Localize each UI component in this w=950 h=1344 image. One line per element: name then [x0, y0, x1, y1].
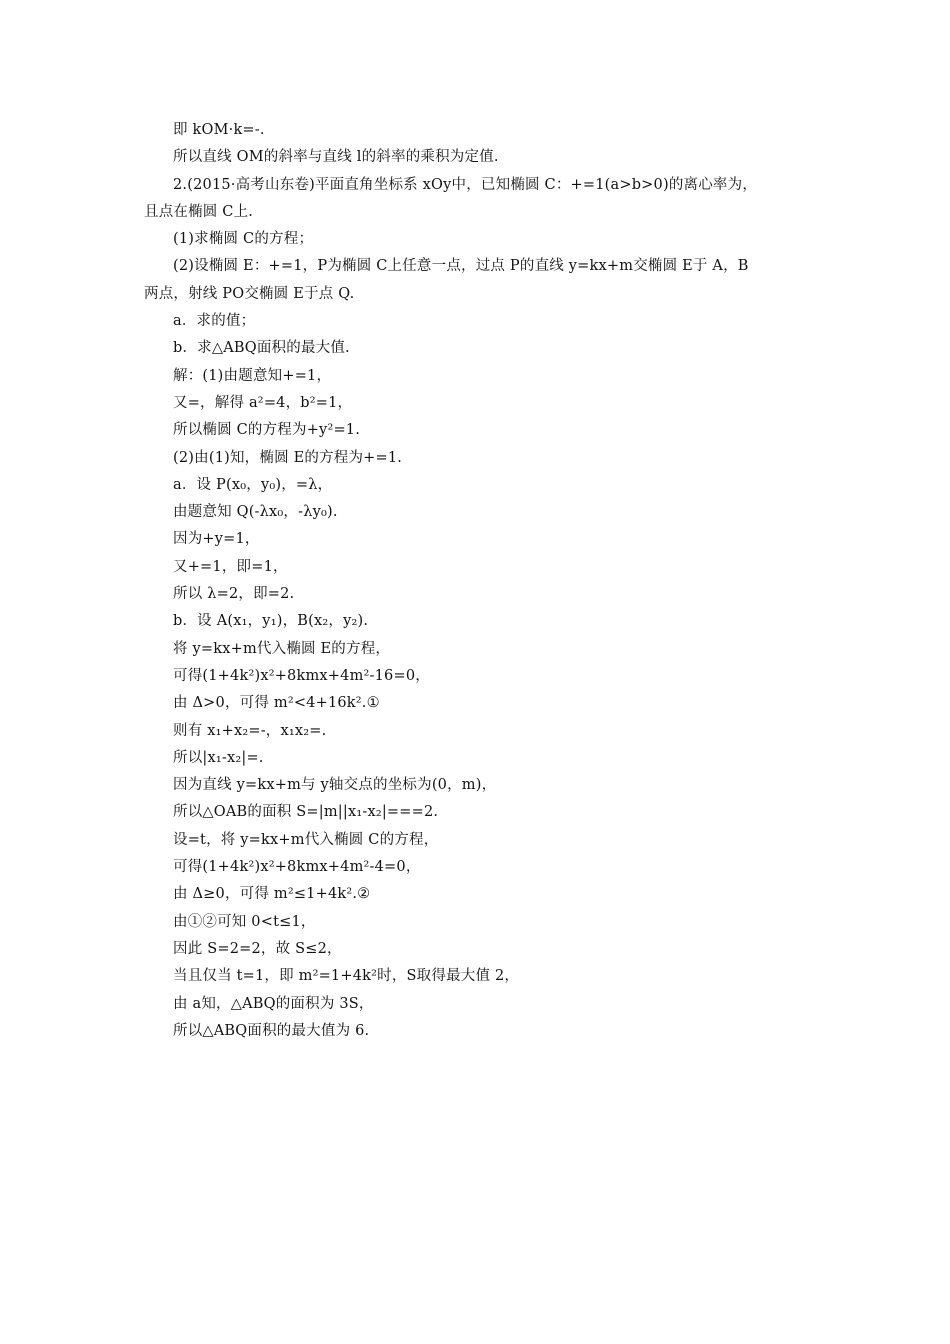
text-line: 所以 λ=2，即=2.: [173, 586, 295, 603]
text-line: 由①②可知 0<t≤1，: [173, 913, 316, 930]
text-line: 所以直线 OM的斜率与直线 l的斜率的乘积为定值.: [173, 149, 499, 166]
text-line: 所以△ABQ面积的最大值为 6.: [173, 1022, 370, 1039]
text-line: a．求的值；: [173, 313, 256, 330]
text-line: (2)设椭圆 E：+=1，P为椭圆 C上任意一点，过点 P的直线 y=kx+m交椭圆 E于 A，B: [173, 258, 749, 275]
text-line: 可得(1+4k²)x²+8kmx+4m²-16=0，: [173, 667, 430, 684]
text-line: 则有 x₁+x₂=-，x₁x₂=.: [173, 722, 327, 739]
text-line: 所以|x₁-x₂|=.: [173, 749, 264, 766]
text-line: (2)由(1)知，椭圆 E的方程为+=1.: [173, 449, 403, 466]
text-line: 2.(2015·高考山东卷)平面直角坐标系 xOy中，已知椭圆 C：+=1(a>b>0)的离心率为，: [173, 176, 758, 193]
text-line: 即 kOM·k=-.: [173, 122, 265, 138]
text-line: 由 Δ≥0，可得 m²≤1+4k².②: [173, 886, 371, 903]
text-line: 将 y=kx+m代入椭圆 E的方程，: [173, 640, 391, 657]
text-line: a．设 P(x₀，y₀)，=λ，: [173, 476, 333, 493]
document-body: [144, 117, 824, 1045]
text-line: 设=t，将 y=kx+m代入椭圆 C的方程，: [173, 831, 439, 848]
text-line: 又=，解得 a²=4，b²=1，: [173, 394, 353, 411]
text-line: b．求△ABQ面积的最大值.: [173, 340, 350, 357]
text-line: 两点，射线 PO交椭圆 E于点 Q.: [144, 285, 355, 302]
text-line: 由 a知，△ABQ的面积为 3S，: [173, 995, 374, 1012]
text-line: 因此 S=2=2，故 S≤2，: [173, 940, 342, 957]
text-line: (1)求椭圆 C的方程；: [173, 231, 314, 248]
text-line: b．设 A(x₁，y₁)，B(x₂，y₂).: [173, 613, 369, 630]
text-line: 又+=1，即=1，: [173, 558, 288, 575]
text-line: 因为直线 y=kx+m与 y轴交点的坐标为(0，m)，: [173, 777, 497, 794]
text-line: 且点在椭圆 C上.: [144, 203, 254, 220]
text-line: 解：(1)由题意知+=1，: [173, 367, 332, 384]
text-line: 由题意知 Q(-λx₀，-λy₀).: [173, 504, 338, 521]
text-line: 由 Δ>0，可得 m²<4+16k².①: [173, 695, 380, 712]
text-line: 当且仅当 t=1，即 m²=1+4k²时，S取得最大值 2，: [173, 968, 520, 985]
text-line: 因为+y=1，: [173, 531, 260, 548]
text-line: 所以椭圆 C的方程为+y²=1.: [173, 422, 361, 439]
text-line: 所以△OAB的面积 S=|m||x₁-x₂|===2.: [173, 804, 439, 821]
text-line: 可得(1+4k²)x²+8kmx+4m²-4=0，: [173, 859, 421, 876]
